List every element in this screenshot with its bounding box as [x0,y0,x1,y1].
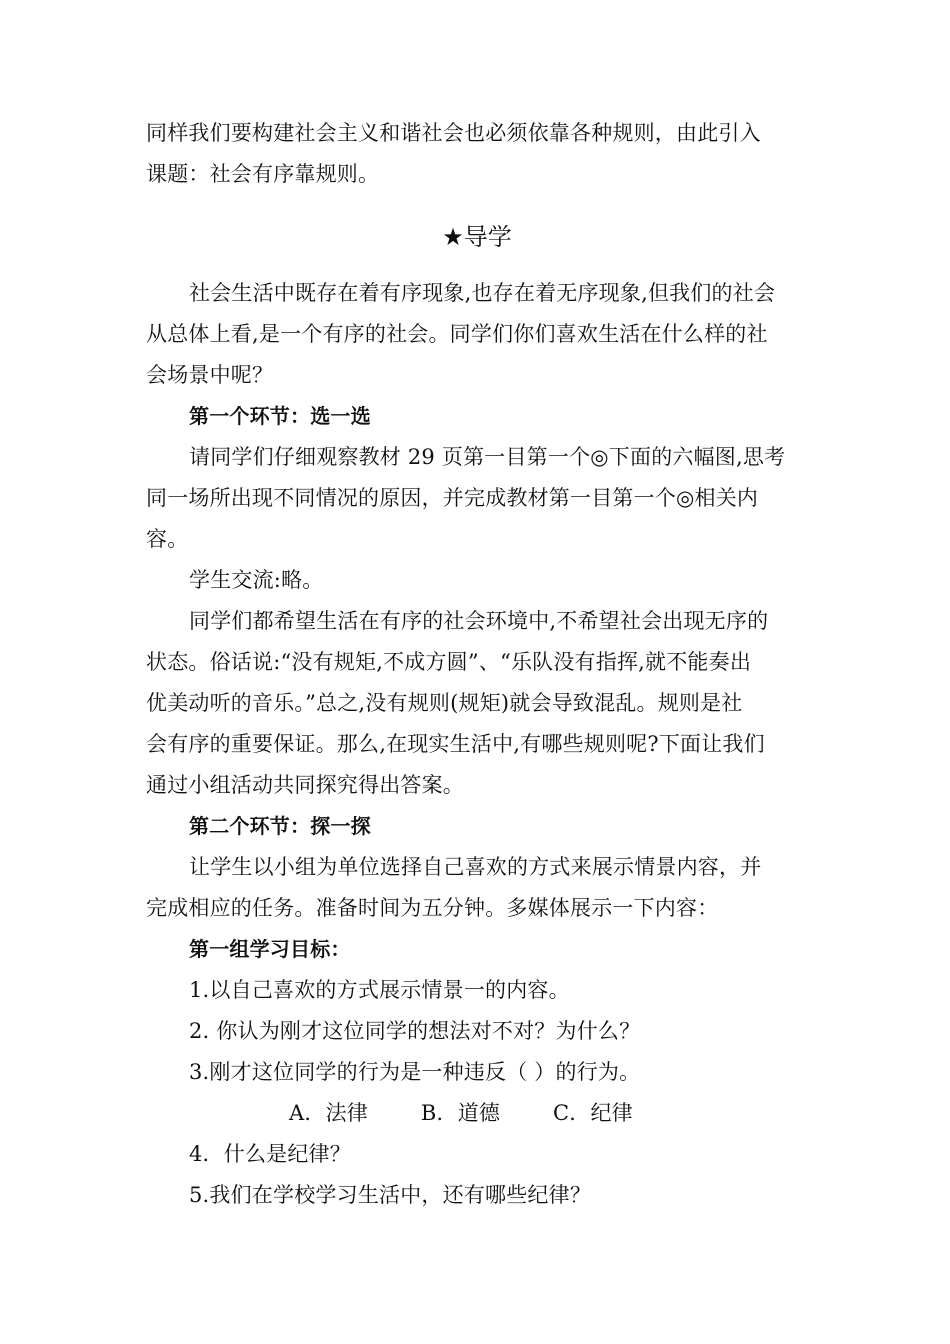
step2-line-2: 完成相应的任务。准备时间为五分钟。多媒体展示一下内容： [146,896,719,920]
option-c: C．纪律 [552,1101,633,1125]
question-2: 2. 你认为刚才这位同学的想法对不对？为什么？ [189,1019,641,1043]
para2-line-4: 会有序的重要保证。那么,在现实生活中,有哪些规则呢?下面让我们 [146,732,765,756]
document-page [146,113,808,1216]
para1-line-3: 会场景中呢？ [146,363,274,387]
para1-line-1: 社会生活中既存在着有序现象,也存在着无序现象,但我们的社会 [189,281,776,305]
option-a: A．法律 [289,1101,368,1125]
question-5: 5.我们在学校学习生活中，还有哪些纪律？ [189,1183,592,1207]
step1-line-3: 容。 [146,527,189,551]
question-4: 4．什么是纪律？ [189,1142,351,1166]
step1-title: 第一个环节：选一选 [189,404,371,428]
option-b: B．道德 [420,1101,501,1125]
para2-line-1: 同学们都希望生活在有序的社会环境中,不希望社会出现无序的 [189,609,769,633]
group1-title: 第一组学习目标： [189,937,351,961]
answer-options [146,1093,808,1134]
step2-title: 第二个环节：探一探 [189,814,371,838]
intro-line-1: 同样我们要构建社会主义和谐社会也必须依靠各种规则，由此引入 [146,121,761,145]
question-3: 3.刚才这位同学的行为是一种违反（ ）的行为。 [189,1060,641,1084]
step1-line-2: 同一场所出现不同情况的原因，并完成教材第一目第一个◎相关内 [146,486,759,510]
intro-line-2: 课题：社会有序靠规则。 [146,162,380,186]
para2-line-5: 通过小组活动共同探究得出答案。 [146,773,464,797]
step1-line-1: 请同学们仔细观察教材 29 页第一目第一个◎下面的六幅图,思考 [189,445,786,469]
question-1: 1.以自己喜欢的方式展示情景一的内容。 [189,978,570,1002]
student-exchange: 学生交流:略。 [189,568,324,592]
section-heading: ★导学 [442,223,512,251]
para1-line-2: 从总体上看,是一个有序的社会。同学们你们喜欢生活在什么样的社 [146,322,768,346]
step2-line-1: 让学生以小组为单位选择自己喜欢的方式来展示情景内容，并 [189,855,762,879]
para2-line-2: 状态。俗话说:“没有规矩,不成方圆”、“乐队没有指挥,就不能奏出 [146,650,752,674]
para2-line-3: 优美动听的音乐。”总之,没有规则(规矩)就会导致混乱。规则是社 [146,691,743,715]
